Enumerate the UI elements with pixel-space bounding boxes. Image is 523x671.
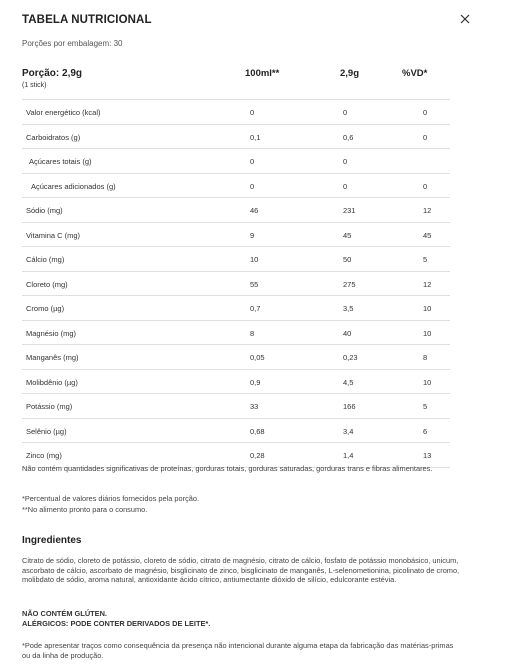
modal-title: TABELA NUTRICIONAL: [22, 14, 152, 26]
value-portion: 231: [343, 206, 356, 215]
value-portion: 1,4: [343, 451, 354, 460]
value-100ml: 9: [250, 230, 255, 240]
nutrient-name: Valor energético (kcal): [26, 108, 101, 117]
nutrient-name: Potássio (mg): [26, 402, 73, 411]
servings-per-package: Porções por embalagem: 30: [22, 39, 123, 48]
value-vd: 12: [423, 206, 432, 215]
table-row: [22, 125, 450, 150]
value-vd: 12: [423, 279, 432, 289]
ready-note: **No alimento pronto para o consumo.: [22, 505, 148, 514]
value-100ml: 0,1: [250, 132, 261, 142]
value-100ml: 0,68: [250, 426, 265, 436]
value-vd: 10: [423, 328, 432, 338]
value-portion: 45: [343, 230, 352, 240]
table-row: [22, 272, 450, 297]
value-portion: 4,5: [343, 377, 354, 387]
value-vd: 8: [423, 353, 428, 362]
nutrient-name: Zinco (mg): [26, 451, 62, 460]
value-portion: 0: [343, 157, 348, 166]
value-100ml: 8: [250, 328, 255, 338]
value-100ml: 0,28: [250, 451, 265, 460]
table-row: [22, 345, 450, 370]
nutrient-name: Cálcio (mg): [26, 255, 65, 264]
value-vd: 5: [423, 255, 428, 264]
allergen-note: ALÉRGICOS: PODE CONTER DERIVADOS DE LEITE*.: [22, 619, 211, 628]
ingredients-heading: Ingredientes: [22, 535, 82, 546]
value-vd: 0: [423, 132, 428, 142]
nutrient-name: Manganês (mg): [26, 353, 79, 362]
table-row: [22, 198, 450, 223]
value-portion: 3,4: [343, 426, 354, 436]
value-portion: 3,5: [343, 304, 354, 313]
col-header-vd: %VD*: [402, 68, 428, 79]
table-row: [22, 99, 450, 125]
value-portion: 275: [343, 279, 356, 289]
nutrient-name: Açúcares totais (g): [29, 157, 92, 166]
nutrient-name: Cromo (µg): [26, 304, 65, 313]
table-header: [22, 68, 450, 94]
portion-sub: (1 stick): [22, 82, 47, 89]
col-header-100ml: 100ml**: [245, 68, 280, 79]
value-vd: 5: [423, 402, 428, 411]
value-100ml: 0: [250, 108, 255, 117]
value-vd: 0: [423, 181, 428, 191]
value-100ml: 0,05: [250, 353, 265, 362]
value-portion: 0,6: [343, 132, 354, 142]
portion-label: Porção: 2,9g: [22, 68, 83, 79]
value-100ml: 0,9: [250, 377, 261, 387]
value-100ml: 0: [250, 157, 255, 166]
nutrient-name: Açúcares adicionados (g): [31, 181, 116, 191]
nutrient-name: Selênio (µg): [26, 426, 67, 436]
not-significant-note: Não contém quantidades significativas de proteínas, gorduras totais, gorduras saturadas, gorduras trans e fibras alimentares.: [22, 464, 433, 473]
value-vd: 10: [423, 304, 432, 313]
value-100ml: 0,7: [250, 304, 261, 313]
table-row: [22, 296, 450, 321]
value-portion: 0,23: [343, 353, 358, 362]
col-header-portion: 2,9g: [340, 68, 360, 79]
value-portion: 50: [343, 255, 352, 264]
value-100ml: 0: [250, 181, 255, 191]
table-row: [22, 174, 450, 199]
value-100ml: 55: [250, 279, 259, 289]
value-vd: 13: [423, 451, 432, 460]
value-portion: 0: [343, 108, 348, 117]
nutrition-table: [22, 99, 450, 468]
nutrient-name: Carboidratos (g): [26, 132, 81, 142]
value-portion: 0: [343, 181, 348, 191]
table-row: [22, 419, 450, 444]
value-vd: 0: [423, 108, 428, 117]
value-portion: 40: [343, 328, 352, 338]
value-vd: 6: [423, 426, 428, 436]
vd-note: *Percentual de valores diários fornecidos pela porção.: [22, 494, 200, 503]
gluten-note: NÃO CONTÉM GLÚTEN.: [22, 609, 107, 618]
value-100ml: 10: [250, 255, 259, 264]
table-row: [22, 370, 450, 395]
table-row: [22, 321, 450, 346]
traces-note: *Pode apresentar traços como consequência da presença não intencional durante alguma etapa da fabricação das matérias-primas ou da linha de produção.: [22, 641, 454, 660]
table-row: [22, 394, 450, 419]
close-icon[interactable]: [457, 11, 473, 27]
table-row: [22, 223, 450, 248]
value-100ml: 46: [250, 206, 259, 215]
value-vd: 45: [423, 230, 432, 240]
value-portion: 166: [343, 402, 356, 411]
value-vd: 10: [423, 377, 432, 387]
ingredients-text: Citrato de sódio, cloreto de potássio, cloreto de sódio, citrato de magnésio, citrato de cálcio, fosfato de potássio monobásico, unicum, ascorbato de cálcio, ascorbato de magnésio, bisglicinato de zinco, bisglicinato de manganês, L-selenometionina, picolinato de cromo, molibdato de sódio, aroma natural, antioxidante ácido cítrico, antiumectante dióxido de silício, edulcorante estévia.: [22, 556, 460, 585]
nutrient-name: Vitamina C (mg): [26, 230, 81, 240]
nutrient-name: Molibdênio (µg): [26, 377, 78, 387]
table-row: [22, 247, 450, 272]
nutrient-name: Magnésio (mg): [26, 328, 77, 338]
nutrient-name: Cloreto (mg): [26, 279, 68, 289]
nutrient-name: Sódio (mg): [26, 206, 63, 215]
table-row: [22, 149, 450, 174]
value-100ml: 33: [250, 402, 259, 411]
